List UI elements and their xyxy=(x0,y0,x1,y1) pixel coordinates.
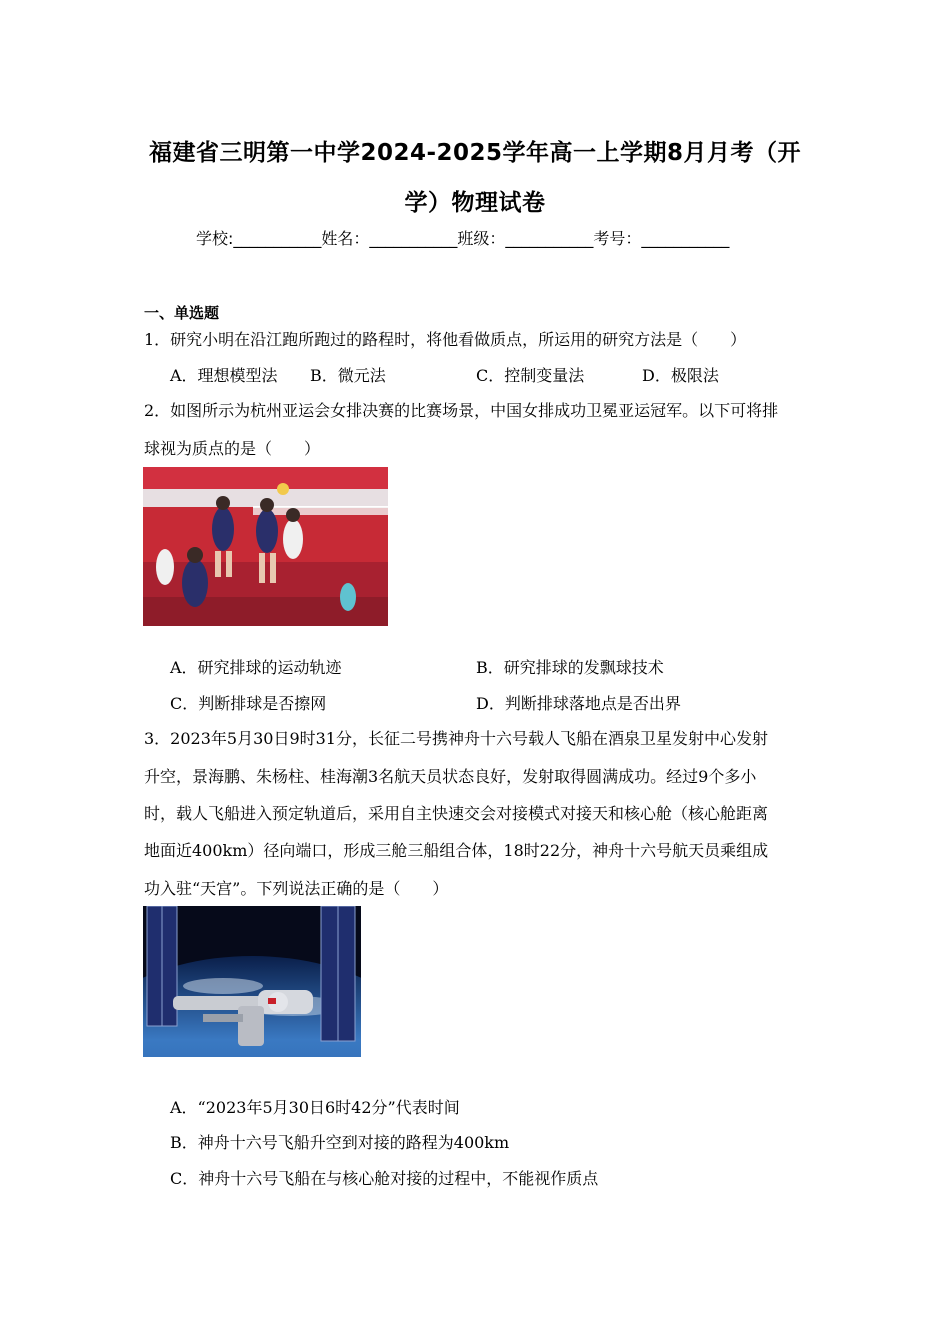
q3-option-b: B．神舟十六号飞船升空到对接的路程为400km xyxy=(170,1133,510,1152)
q2-option-c: C．判断排球是否擦网 xyxy=(170,694,327,713)
q1-option-b: B．微元法 xyxy=(310,366,386,385)
q3-option-a: A．“2023年5月30日6时42分”代表时间 xyxy=(170,1098,460,1117)
question-2-line1: 2．如图所示为杭州亚运会女排决赛的比赛场景，中国女排成功卫冕亚运冠军。以下可将排 xyxy=(144,401,779,420)
q2-option-a: A．研究排球的运动轨迹 xyxy=(170,658,342,677)
question-3-line5: 功入驻“天宫”。下列说法正确的是（ ） xyxy=(144,879,449,898)
volleyball-match-photo xyxy=(143,467,388,626)
exam-title-line1: 福建省三明第一中学2024-2025学年高一上学期8月月考（开 xyxy=(148,140,802,166)
student-info-fields: 学校:___________姓名：___________班级：___________考号：___________ xyxy=(196,229,730,248)
q3-option-c: C．神舟十六号飞船在与核心舱对接的过程中，不能视作质点 xyxy=(170,1169,599,1188)
question-1-text: 1．研究小明在沿江跑所跑过的路程时，将他看做质点，所运用的研究方法是（ ） xyxy=(144,330,747,349)
question-3-line2: 升空，景海鹏、朱杨柱、桂海潮3名航天员状态良好，发射取得圆满成功。经过9个多小 xyxy=(144,767,757,786)
question-3-line1: 3．2023年5月30日9时31分，长征二号携神舟十六号载人飞船在酒泉卫星发射中心发射 xyxy=(144,729,768,748)
question-3-line4: 地面近400km）径向端口，形成三舱三船组合体，18时22分，神舟十六号航天员乘组成 xyxy=(144,841,769,860)
exam-title-line2: 学）物理试卷 xyxy=(404,190,546,216)
q2-option-b: B．研究排球的发飘球技术 xyxy=(476,658,664,677)
q1-option-d: D．极限法 xyxy=(642,366,719,385)
q1-option-a: A．理想模型法 xyxy=(170,366,278,385)
question-2-line2: 球视为质点的是（ ） xyxy=(144,439,321,458)
space-station-photo xyxy=(143,906,361,1057)
question-3-line3: 时，载人飞船进入预定轨道后，采用自主快速交会对接模式对接天和核心舱（核心舱距离 xyxy=(144,804,769,823)
q1-option-c: C．控制变量法 xyxy=(476,366,585,385)
section-heading: 一、单选题 xyxy=(144,304,220,322)
q2-option-d: D．判断排球落地点是否出界 xyxy=(476,694,681,713)
